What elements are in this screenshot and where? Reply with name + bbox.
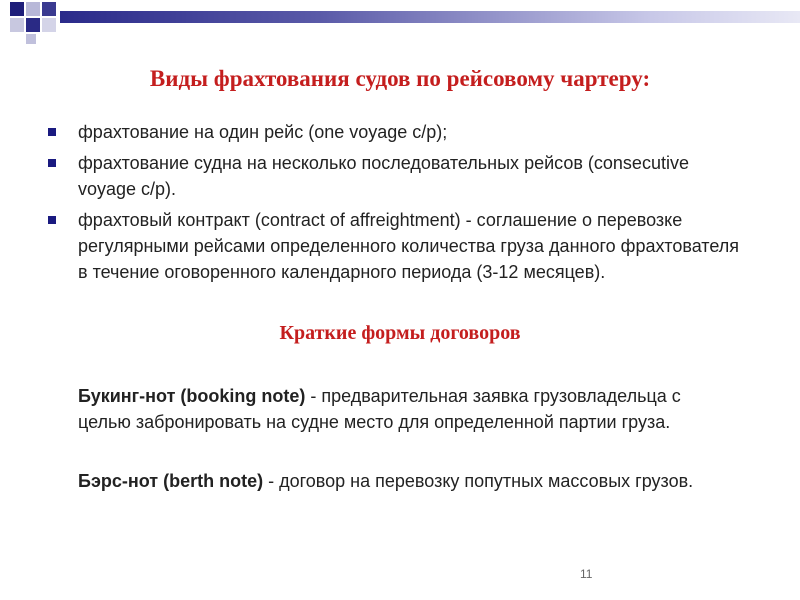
decor-square <box>42 2 56 16</box>
square-bullet-icon <box>48 216 56 224</box>
list-item <box>48 119 748 145</box>
header-gradient-bar <box>60 11 800 23</box>
definition-term: Букинг-нот (booking note) <box>78 386 306 406</box>
definition-text: - договор на перевозку попутных массовых грузов. <box>263 471 694 491</box>
list-item <box>48 150 748 202</box>
decor-square <box>42 18 56 32</box>
section-subtitle: Краткие формы договоров <box>279 322 521 344</box>
bullet-text: фрахтовый контракт (contract of affreightment) - соглашение о перевозке регулярными рейсами определенного количества груза данного фрахтователя в течение оговоренного календарного периода (3-12 месяцев). <box>78 210 740 282</box>
square-bullet-icon <box>48 159 56 167</box>
header-decoration <box>0 0 800 40</box>
square-bullet-icon <box>48 128 56 136</box>
decor-square <box>10 2 24 16</box>
decor-square <box>26 2 40 16</box>
decor-square <box>10 18 24 32</box>
definition-text: - предварительная заявка грузовладельца с целью забронировать на судне место для определенной партии груза. <box>78 386 681 432</box>
list-item <box>48 207 748 285</box>
bullet-list <box>48 119 748 290</box>
definition-berth-note <box>78 468 718 494</box>
definition-term: Бэрс-нот (berth note) <box>78 471 264 491</box>
decor-square <box>26 34 36 44</box>
bullet-text: фрахтование судна на несколько последовательных рейсов (consecutive voyage c/p). <box>78 153 689 199</box>
slide-title: Виды фрахтования судов по рейсовому чартеру: <box>149 66 651 91</box>
bullet-text: фрахтование на один рейс (one voyage c/p); <box>78 122 448 142</box>
decor-square <box>26 18 40 32</box>
definition-booking-note <box>78 383 718 435</box>
page-number: 11 <box>580 567 593 581</box>
